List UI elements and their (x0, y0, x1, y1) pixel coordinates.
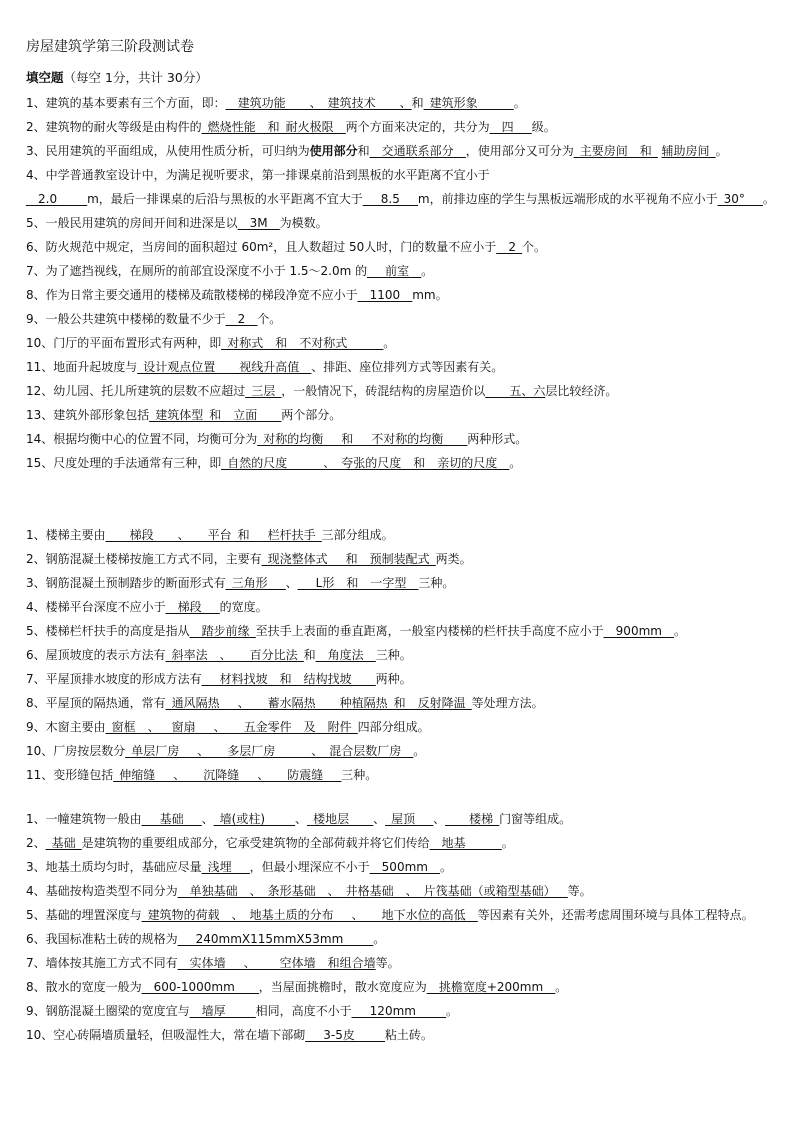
answer-blank: __900mm__ (603, 624, 674, 638)
question-line (26, 855, 778, 879)
question-text: 3、地基土质均匀时，基础应尽量 (26, 860, 202, 874)
question-text: 。 (439, 860, 452, 874)
question-text: 三部分组成。 (321, 528, 394, 542)
question-text: 四部分组成。 (357, 720, 430, 734)
question-line (26, 91, 778, 115)
question-text: mm。 (412, 288, 448, 302)
question-text: 8、作为日常主要交通用的楼梯及疏散楼梯的梯段净宽不应小于 (26, 288, 358, 302)
question-text: 6、屋顶坡度的表示方法有 (26, 648, 166, 662)
answer-blank: ____楼梯_ (445, 812, 500, 826)
question-line (26, 451, 778, 475)
answer-blank: __实体墙___、____空体墙__和组合墙 (177, 956, 376, 970)
question-text: ，当屋面挑檐时，散水宽度应为 (258, 980, 427, 994)
question-line (26, 831, 778, 855)
answer-blank: ___120mm_____ (351, 1004, 446, 1018)
question-text: 1、一幢建筑物一般由 (26, 812, 142, 826)
question-line (26, 571, 778, 595)
question-text: 9、钢筋混凝土圈梁的宽度宜与 (26, 1004, 190, 1018)
question-line (26, 927, 778, 951)
question-text: 等处理方法。 (471, 696, 544, 710)
answer-blank: _对称式__和__不对称式______ (221, 336, 384, 350)
question-text: 。 (445, 1004, 458, 1018)
question-text: 的宽度。 (219, 600, 268, 614)
header-line (26, 66, 778, 90)
answer-blank: _浅埋___ (201, 860, 250, 874)
question-line (26, 1023, 778, 1047)
question-text: 。 (501, 836, 514, 850)
answer-blank: __2.0_____ (26, 192, 88, 206)
question-line (26, 667, 778, 691)
question-line (26, 331, 778, 355)
question-text: 9、一般公共建筑中楼梯的数量不少于 (26, 312, 226, 326)
question-line (26, 691, 778, 715)
question-line (26, 715, 778, 739)
question-line (26, 163, 778, 211)
question-text: 粘土砖。 (384, 1028, 433, 1042)
question-line (26, 139, 778, 163)
question-text: 10、空心砖隔墙质量轻，但吸湿性大，常在墙下部砌 (26, 1028, 306, 1042)
question-text: 。 (715, 144, 728, 158)
question-line (26, 807, 778, 831)
answer-blank: ___8.5___ (362, 192, 418, 206)
question-text: 。 (509, 456, 522, 470)
question-text: 两种形式。 (467, 432, 528, 446)
question-text: 和 (357, 144, 370, 158)
answer-blank: _三角形___ (225, 576, 286, 590)
answer-blank: _楼地层____ (307, 812, 374, 826)
answer-blank: ____五、六 (485, 384, 546, 398)
question-text: 7、平屋顶排水坡度的形成方法有 (26, 672, 202, 686)
question-line (26, 211, 778, 235)
question-text: 、 (373, 812, 386, 826)
question-text: 。 (762, 192, 775, 206)
question-line (26, 307, 778, 331)
question-text: 等。 (375, 956, 400, 970)
answer-blank: __600-1000mm____ (141, 980, 259, 994)
question-line (26, 235, 778, 259)
question-text: 层比较经济。 (545, 384, 618, 398)
question-line (26, 903, 778, 927)
answer-blank: __500mm__ (369, 860, 440, 874)
question-line (26, 283, 778, 307)
answer-blank: __踏步前缘_ (189, 624, 256, 638)
question-text: 三种。 (375, 648, 412, 662)
question-text: 3、民用建筑的平面组成，从使用性质分析，可归纳为 (26, 144, 310, 158)
question-text: 5、楼梯栏杆扶手的高度是指从 (26, 624, 190, 638)
question-line (26, 975, 778, 999)
answer-blank: _单层厂房___、___多层厂房______、_混合层数厂房__ (125, 744, 414, 758)
answer-blank: _30°___ (717, 192, 763, 206)
question-text: 10、厂房按层数分 (26, 744, 126, 758)
question-text: 三种。 (418, 576, 455, 590)
question-text: 两个方面来决定的，共分为 (345, 120, 490, 134)
answer-blank: _三层_ (245, 384, 282, 398)
answer-blank: ___基础___ (141, 812, 202, 826)
answer-blank: _现浇整体式___和__预制装配式_ (261, 552, 436, 566)
answer-blank: _窗框__、__窗扇___、___五金零件__及__附件_ (105, 720, 358, 734)
question-text: 为模数。 (279, 216, 328, 230)
answer-blank: ___材料找坡__和__结构找坡____ (201, 672, 376, 686)
answer-blank: __建筑功能____、_建筑技术____、 (225, 96, 412, 110)
question-line (26, 951, 778, 975)
question-text: 两种。 (375, 672, 412, 686)
answer-blank: _建筑形象______ (423, 96, 514, 110)
question-line (26, 999, 778, 1023)
question-text: 和 (303, 648, 316, 662)
answer-blank: _通风隔热___、___蓄水隔热____种植隔热_和__反射降温_ (165, 696, 472, 710)
question-text: ，一般情况下，砖混结构的房屋造价以 (281, 384, 486, 398)
question-text: 8、散水的宽度一般为 (26, 980, 142, 994)
answer-blank: ___240mmX115mmX53mm_____ (177, 932, 374, 946)
question-text: 。 (421, 264, 434, 278)
answer-blank: __2__ (225, 312, 258, 326)
answer-blank: ___L形__和__一字型__ (297, 576, 419, 590)
answer-blank: __挑檐宽度+200mm__ (426, 980, 556, 994)
question-text: 9、木窗主要由 (26, 720, 106, 734)
answer-blank: __交通联系部分__ (369, 144, 466, 158)
answer-blank: _伸缩缝___、___沉降缝___、___防震缝___ (113, 768, 342, 782)
question-line (26, 355, 778, 379)
answer-blank: __角度法__ (315, 648, 376, 662)
question-text: 。 (383, 336, 396, 350)
answer-blank: _对称的均衡___和___不对称的均衡____ (257, 432, 468, 446)
answer-blank: _墙(或柱)_____ (213, 812, 296, 826)
answer-blank: _屋顶___ (385, 812, 434, 826)
answer-blank: ___3-5皮_____ (305, 1028, 385, 1042)
question-text: 2、钢筋混凝土楼梯按施工方式不同，主要有 (26, 552, 262, 566)
question-line (26, 619, 778, 643)
section-heading: 填空题 (26, 70, 64, 85)
answer-blank: ___前室__ (367, 264, 422, 278)
question-line (26, 547, 778, 571)
section-foundations-walls (26, 807, 778, 1047)
question-text: 、排距、座位排列方式等因素有关。 (311, 360, 504, 374)
question-text: 4、基础按构造类型不同分为 (26, 884, 178, 898)
answer-blank: _建筑体型_和__立面____ (149, 408, 282, 422)
question-text: 6、我国标准粘土砖的规格为 (26, 932, 178, 946)
question-text: 14、根据均衡中心的位置不同，均衡可分为 (26, 432, 258, 446)
question-line (26, 379, 778, 403)
question-text: 12、幼儿园、托儿所建筑的层数不应超过 (26, 384, 246, 398)
answer-blank: 辅助房间_ (661, 144, 716, 158)
question-text: 、 (433, 812, 446, 826)
question-line (26, 643, 778, 667)
question-text: ，使用部分又可分为 (465, 144, 574, 158)
answer-blank: _主要房间__和_ (573, 144, 658, 158)
question-text: 门窗等组成。 (499, 812, 572, 826)
question-text: 6、防火规范中规定，当房间的面积超过 60m²，且人数超过 50人时，门的数量不应小于 (26, 240, 497, 254)
question-text: 11、地面升起坡度与 (26, 360, 138, 374)
question-text: 。 (513, 96, 526, 110)
answer-blank: _燃烧性能__和_耐火极限__ (201, 120, 346, 134)
question-text: 2、建筑物的耐火等级是由构件的 (26, 120, 202, 134)
question-text: 、 (201, 812, 214, 826)
question-text: 5、基础的埋置深度与 (26, 908, 142, 922)
answer-blank: _斜率法__、___百分比法_ (165, 648, 304, 662)
question-line (26, 403, 778, 427)
question-text: 两个部分。 (281, 408, 342, 422)
question-text: 3、钢筋混凝土预制踏步的断面形式有 (26, 576, 226, 590)
question-text: 4、楼梯平台深度不应小于 (26, 600, 166, 614)
question-text: 两类。 (435, 552, 472, 566)
question-text: 1、建筑的基本要素有三个方面，即： (26, 96, 226, 110)
answer-blank: __墙厚_____ (189, 1004, 256, 1018)
answer-blank: __地基______ (429, 836, 502, 850)
question-text: 11、变形缝包括 (26, 768, 114, 782)
question-line (26, 427, 778, 451)
question-line (26, 115, 778, 139)
question-text: 三种。 (341, 768, 378, 782)
question-text: m，前排边座的学生与黑板远端形成的水平视角不应小于 (417, 192, 718, 206)
question-text: 等因素有关外，还需考虑周围环境与具体工程特点。 (477, 908, 754, 922)
question-text: 个。 (521, 240, 546, 254)
question-text: 至扶手上表面的垂直距离，一般室内楼梯的栏杆扶手高度不应小于 (255, 624, 604, 638)
question-text: 。 (555, 980, 568, 994)
question-text: 7、墙体按其施工方式不同有 (26, 956, 178, 970)
question-text: m，最后一排课桌的后沿与黑板的水平距离不宜大于 (87, 192, 363, 206)
section-scoring: （每空 1分，共计 30分） (63, 70, 208, 85)
question-line (26, 763, 778, 787)
question-text: 2、 (26, 836, 46, 850)
question-text: 8、平屋顶的隔热通，常有 (26, 696, 166, 710)
question-line (26, 739, 778, 763)
answer-blank: __3M__ (237, 216, 280, 230)
answer-blank: _自然的尺度______、_夸张的尺度__和__亲切的尺度__ (221, 456, 510, 470)
question-text: 和 (411, 96, 424, 110)
answer-blank: __单独基础__、_条形基础__、_井格基础__、_片筏基础（或箱型基础）__ (177, 884, 568, 898)
doc-title: 房屋建筑学第三阶段测试卷 (26, 39, 194, 55)
question-text: 相同，高度不小于 (255, 1004, 352, 1018)
answer-blank: __1100__ (357, 288, 413, 302)
question-text: 10、门厅的平面布置形式有两种，即 (26, 336, 222, 350)
question-text: 、 (295, 812, 308, 826)
question-text: 。 (373, 932, 386, 946)
section-stairs-roofs (26, 523, 778, 787)
emphasis-text: 使用部分 (309, 144, 358, 158)
answer-blank: __梯段___ (165, 600, 220, 614)
question-text: 。 (673, 624, 686, 638)
question-line (26, 259, 778, 283)
answer-blank: ____梯段____、___平台_和___栏杆扶手_ (105, 528, 322, 542)
question-text: 5、一般民用建筑的房间开间和进深是以 (26, 216, 238, 230)
answer-blank: __2_ (496, 240, 522, 254)
question-text: 个。 (257, 312, 282, 326)
question-text: 1、楼梯主要由 (26, 528, 106, 542)
question-line (26, 879, 778, 903)
question-text: 、 (285, 576, 298, 590)
question-text: 15、尺度处理的手法通常有三种，即 (26, 456, 222, 470)
answer-blank: _基础_ (45, 836, 82, 850)
question-line (26, 595, 778, 619)
answer-blank: _设计观点位置____视线升高值__ (137, 360, 312, 374)
question-text: 。 (413, 744, 426, 758)
section-architecture (26, 91, 778, 475)
answer-blank: _建筑物的荷载__、_地基土质的分布___、___地下水位的高低__ (141, 908, 478, 922)
answer-blank: __四___ (489, 120, 532, 134)
question-line (26, 523, 778, 547)
question-text: 7、为了遮挡视线，在厕所的前部宜设深度不小于 1.5～2.0m 的 (26, 264, 368, 278)
question-text: 级。 (531, 120, 556, 134)
question-text: 是建筑物的重要组成部分，它承受建筑物的全部荷载并将它们传给 (81, 836, 430, 850)
question-text: 等。 (567, 884, 592, 898)
question-text: ，但最小埋深应不小于 (249, 860, 370, 874)
question-text: 4、中学普通教室设计中，为满足视听要求，第一排课桌前沿到黑板的水平距离不宜小于 (26, 168, 490, 182)
question-text: 13、建筑外部形象包括 (26, 408, 150, 422)
